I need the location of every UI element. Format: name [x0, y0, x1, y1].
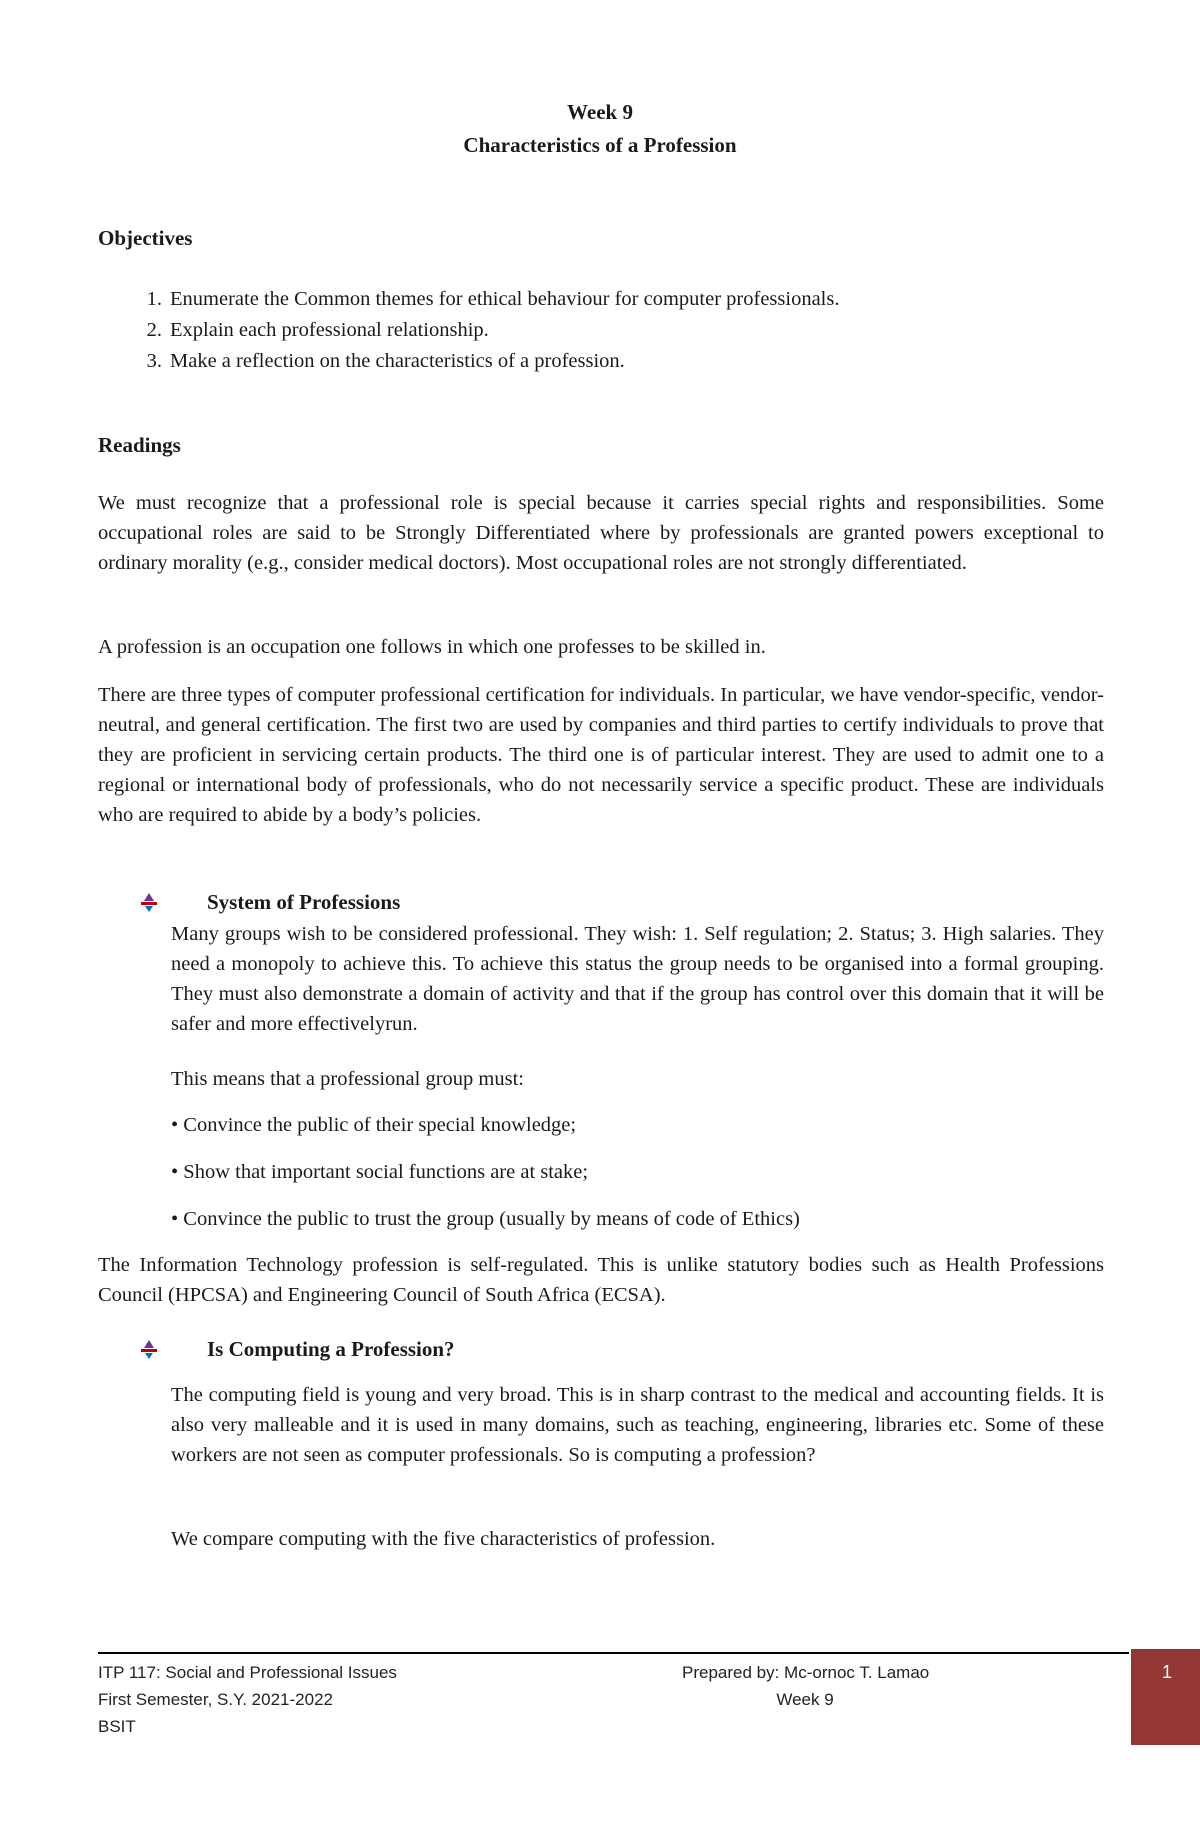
footer-course: ITP 117: Social and Professional Issues: [98, 1663, 397, 1682]
objective-item: Enumerate the Common themes for ethical behaviour for computer professionals.: [170, 288, 840, 310]
objective-item: Make a reflection on the characteristics of a profession.: [170, 350, 625, 372]
footer-divider: [98, 1652, 1129, 1654]
computing-heading: Is Computing a Profession?: [207, 1337, 455, 1361]
objective-number: 1.: [146, 288, 162, 310]
computing-paragraph: The computing field is young and very broad. This is in sharp contrast to the medical and accounting fields. It is also very malleable and it is used in many domains, such as teaching, engineering, libraries etc. Some of these workers are not seen as computer professionals. So is computing a profession?: [171, 1384, 1104, 1466]
footer-week: Week 9: [776, 1690, 834, 1709]
footer-semester: First Semester, S.Y. 2021-2022: [98, 1690, 333, 1709]
system-heading: System of Professions: [207, 890, 401, 914]
readings-paragraph: We must recognize that a professional role is special because it carries special rights and responsibilities. Some occupational roles are said to be Strongly Differentiated where by professionals are granted powers exceptional to ordinary morality (e.g., consider medical doctors). Most occupational roles are not strongly differentiated.: [98, 492, 1104, 574]
week-label: Week 9: [567, 100, 633, 124]
page-title: Characteristics of a Profession: [463, 133, 737, 157]
footer-program: BSIT: [98, 1717, 136, 1736]
readings-heading: Readings: [98, 433, 181, 457]
objectives-heading: Objectives: [98, 226, 193, 250]
arrow-bullet-icon: [138, 1338, 160, 1360]
list-item: • Show that important social functions are at stake;: [171, 1161, 589, 1183]
arrow-bullet-icon: [138, 891, 160, 913]
page-number: 1: [1161, 1662, 1172, 1682]
readings-paragraph: A profession is an occupation one follows in which one professes to be skilled in.: [98, 636, 766, 658]
system-intro: This means that a professional group must:: [171, 1068, 524, 1090]
it-paragraph: The Information Technology profession is self-regulated. This is unlike statutory bodies such as Health Professions Council (HPCSA) and Engineering Council of South Africa (ECSA).: [98, 1254, 1104, 1306]
objective-number: 2.: [146, 319, 162, 341]
system-paragraph: Many groups wish to be considered professional. They wish: 1. Self regulation; 2. Status; 3. High salaries. They need a monopoly to achieve this. To achieve this status the group needs to be organised into a formal grouping. They must also demonstrate a domain of activity and that if the group has control over this domain that it will be safer and more effectivelyrun.: [171, 923, 1104, 1035]
list-item: • Convince the public to trust the group (usually by means of code of Ethics): [171, 1208, 800, 1230]
list-item: • Convince the public of their special knowledge;: [171, 1114, 577, 1136]
objective-number: 3.: [146, 350, 162, 372]
computing-paragraph: We compare computing with the five characteristics of profession.: [171, 1528, 716, 1550]
objective-item: Explain each professional relationship.: [170, 319, 489, 341]
footer-prepared-by: Prepared by: Mc-ornoc T. Lamao: [682, 1663, 930, 1682]
readings-paragraph: There are three types of computer professional certification for individuals. In particular, we have vendor-specific, vendor-neutral, and general certification. The first two are used by companies and third parties to certify individuals to prove that they are proficient in servicing certain products. The third one is of particular interest. They are used to admit one to a regional or international body of professionals, who do not necessarily service a specific product. These are individuals who are required to abide by a body’s policies.: [98, 684, 1104, 826]
